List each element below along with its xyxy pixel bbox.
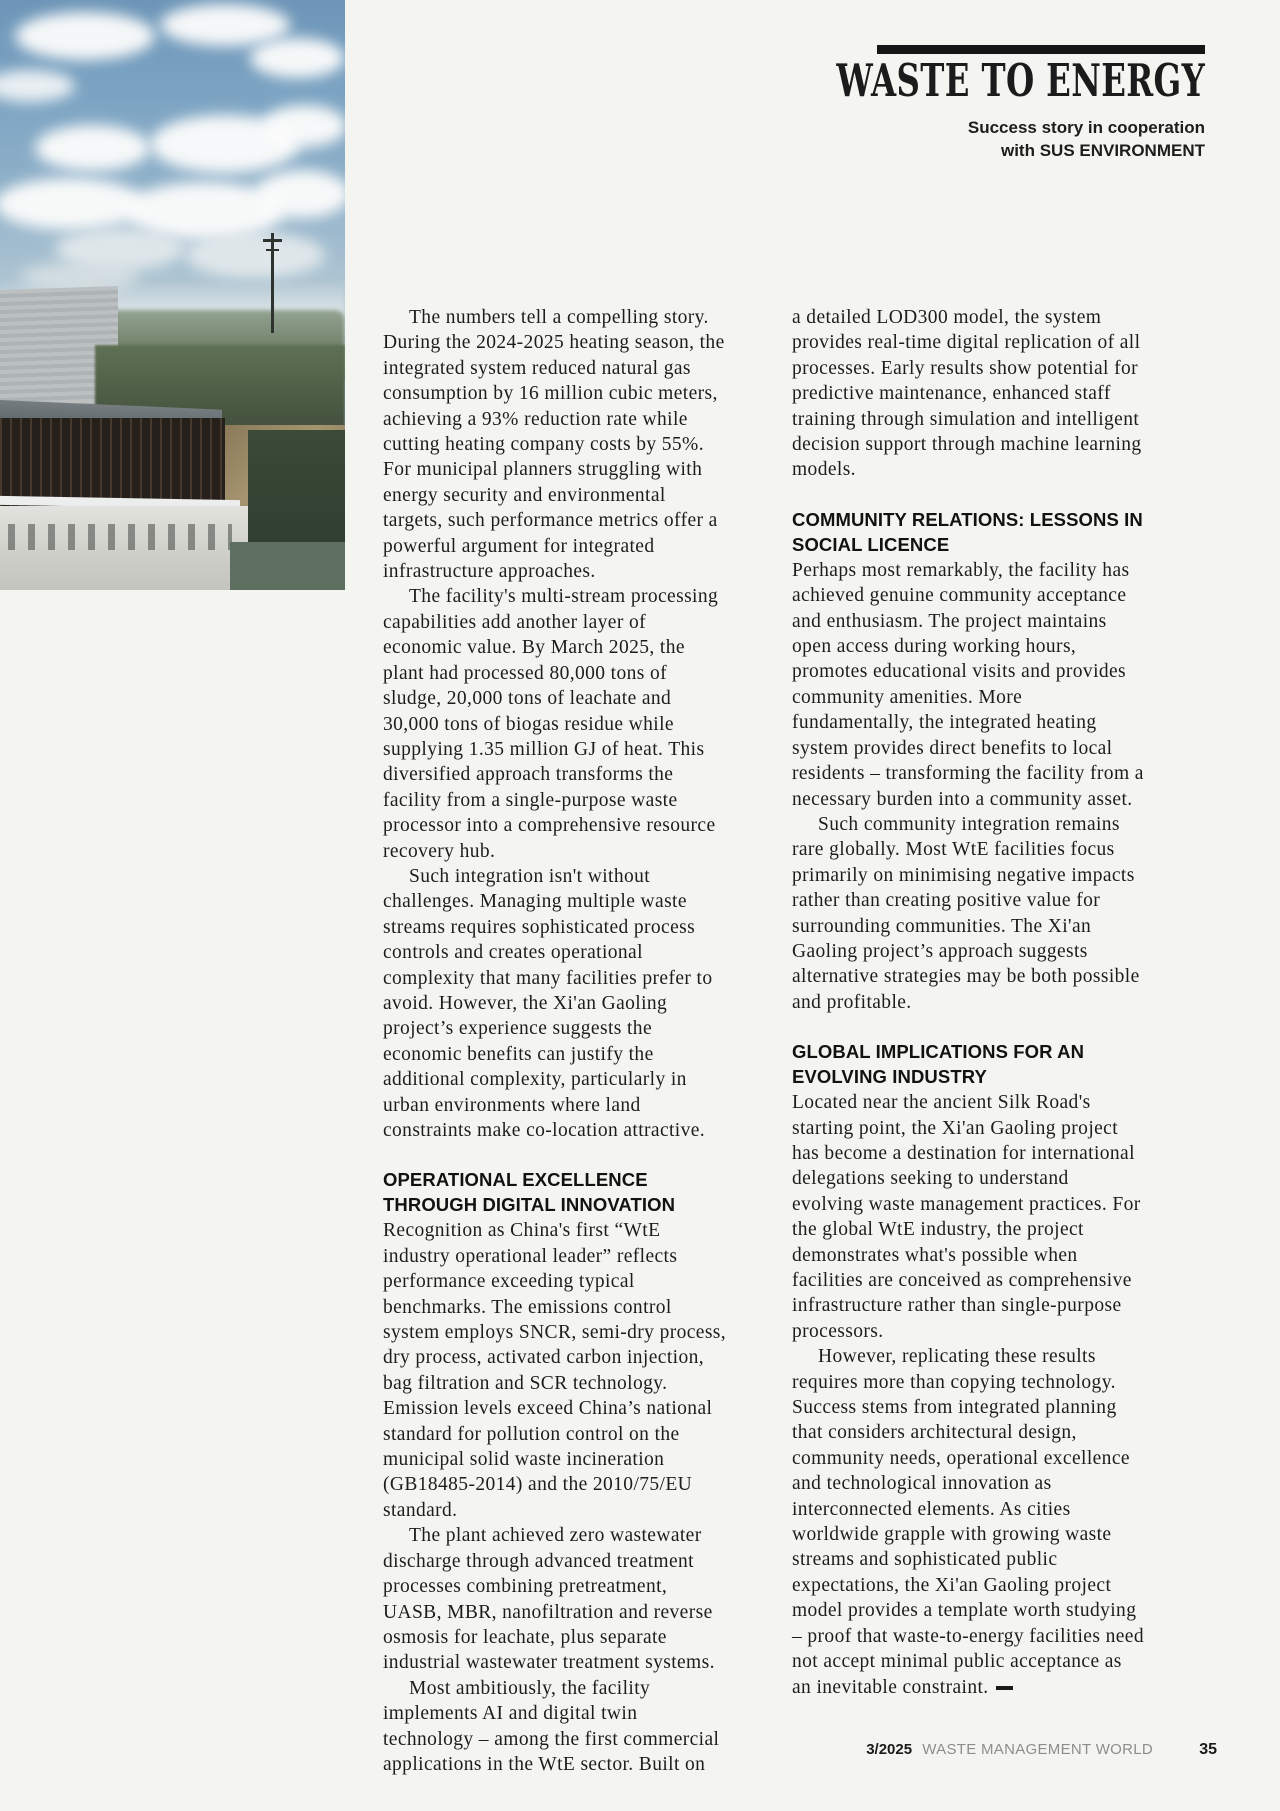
photo-cloud bbox=[262, 105, 345, 147]
issue-number: 3/2025 bbox=[866, 1741, 913, 1758]
paragraph: The numbers tell a compelling story. During the 2024-2025 heating season, the integrated system reduced natural gas consumption by 16 million cubic meters, achieving a 93% reduction rate while cutting heating company costs by 55%. For municipal planners struggling with energy security and environmental targets, such performance metrics offer a powerful argument for integrated infrastructure approaches. bbox=[383, 307, 725, 583]
photo-cloud bbox=[160, 4, 290, 46]
paragraph: Most ambitiously, the facility implements AI and digital twin technology – among the first commercial applications in the WtE sector. Built on bbox=[383, 1677, 720, 1775]
paragraph: Located near the ancient Silk Road's starting point, the Xi'an Gaoling project has become a destination for international delegations seeking to understand evolving waste management practices. For the global WtE industry, the project demonstrates what's possible when facilities are conceived as comprehensive infrastructure rather than single-purpose processors. bbox=[792, 1092, 1141, 1342]
heading-line: THROUGH DIGITAL INNOVATION bbox=[383, 1194, 676, 1216]
heading-line: OPERATIONAL EXCELLENCE bbox=[383, 1169, 648, 1191]
paragraph: Recognition as China's first “WtE industry operational leader” reflects performance exceeding typical benchmarks. The emissions control system employs SNCR, semi-dry process, dry process, activated carbon injection, bag filtration and SCR technology. Emission levels exceed China’s national standard for pollution control on the municipal solid waste incineration (GB18485-2014) and the 2010/75/EU standard. bbox=[383, 1220, 727, 1521]
photo-utility-pole-arm bbox=[263, 239, 282, 242]
paragraph-text: However, replicating these results requires more than copying technology. Success stems from integrated planning that considers architectural design, community needs, operational excellence and technological innovation as interconnected elements. As cities worldwide grapple with growing waste streams and sophisticated public expectations, the Xi'an Gaoling project model provides a template worth studying – proof that waste-to-energy facilities need not accept minimal public acceptance as an inevitable constraint. bbox=[792, 1346, 1144, 1698]
photo-canal bbox=[230, 542, 345, 590]
subtitle-line-2: with SUS ENVIRONMENT bbox=[1000, 141, 1205, 160]
article-title: WASTE TO ENERGY bbox=[836, 54, 1205, 107]
paragraph: Such community integration remains rare globally. Most WtE facilities focus primarily on minimising negative impacts rather than creating positive value for surrounding communities. The Xi'an Gaoling project’s approach suggests alternative strategies may be both possible and profitable. bbox=[792, 813, 1140, 1013]
heading-line: EVOLVING INDUSTRY bbox=[792, 1066, 987, 1088]
subtitle-line-1: Success story in cooperation bbox=[967, 118, 1205, 137]
photo-cloud bbox=[35, 125, 150, 171]
photo-utility-pole-arm bbox=[266, 249, 279, 251]
paragraph: Such integration isn't without challenges. Managing multiple waste streams requires sophisticated process controls and creates operational complexity that many facilities prefer to avoid. However, the Xi'an Gaoling project’s experience suggests the economic benefits can justify the additional complexity, particularly in urban environments where land constraints make co-location attractive. bbox=[383, 865, 713, 1141]
heading-line: SOCIAL LICENCE bbox=[792, 533, 950, 555]
photo-cloud bbox=[250, 38, 345, 78]
paragraph: Perhaps most remarkably, the facility has achieved genuine community acceptance and enthusiasm. The project maintains open access during working hours, promotes educational visits and provides community amenities. More fundamentally, the integrated heating system provides direct benefits to local residents – transforming the facility from a necessary burden into a community asset. bbox=[792, 559, 1144, 810]
page-footer bbox=[866, 1741, 1217, 1759]
photo-cloud bbox=[255, 170, 345, 218]
photo-cloud bbox=[15, 12, 155, 60]
header-accent-bar bbox=[877, 45, 1205, 54]
article-column-1 bbox=[383, 305, 728, 1777]
article-end-mark bbox=[996, 1686, 1013, 1690]
heading-line: GLOBAL IMPLICATIONS FOR AN bbox=[792, 1041, 1085, 1063]
paragraph: The facility's multi-stream processing capabilities add another layer of economic value. By March 2025, the plant had processed 80,000 tons of sludge, 20,000 tons of leachate and 30,000 tons of biogas residue while supplying 1.35 million GJ of heat. This diversified approach transforms the facility from a single-purpose waste processor into a comprehensive resource recovery hub. bbox=[383, 586, 719, 862]
page-number: 35 bbox=[1199, 1741, 1217, 1758]
photo-cloud bbox=[185, 232, 325, 278]
paragraph bbox=[792, 1344, 1144, 1700]
article-subtitle bbox=[968, 116, 1205, 162]
article-column-2 bbox=[792, 305, 1144, 1700]
magazine-name: WASTE MANAGEMENT WORLD bbox=[922, 1741, 1154, 1758]
section-heading-operational-excellence bbox=[383, 1167, 728, 1217]
photo-utility-pole bbox=[271, 233, 274, 333]
section-heading-community-relations bbox=[792, 507, 1144, 557]
photo-white-building bbox=[0, 506, 248, 590]
photo-windows bbox=[8, 524, 232, 550]
facility-photo bbox=[0, 0, 345, 590]
section-heading-global-implications bbox=[792, 1039, 1144, 1089]
photo-cloud bbox=[0, 178, 145, 230]
paragraph: The plant achieved zero wastewater discharge through advanced treatment processes combining pretreatment, UASB, MBR, nanofiltration and reverse osmosis for leachate, plus separate industrial wastewater treatment systems. bbox=[383, 1525, 715, 1674]
heading-line: COMMUNITY RELATIONS: LESSONS IN bbox=[792, 508, 1143, 530]
paragraph: a detailed LOD300 model, the system provides real-time digital replication of all processes. Early results show potential for predictive maintenance, enhanced staff training through simulation and intelligent decision support through machine learning models. bbox=[792, 307, 1142, 481]
